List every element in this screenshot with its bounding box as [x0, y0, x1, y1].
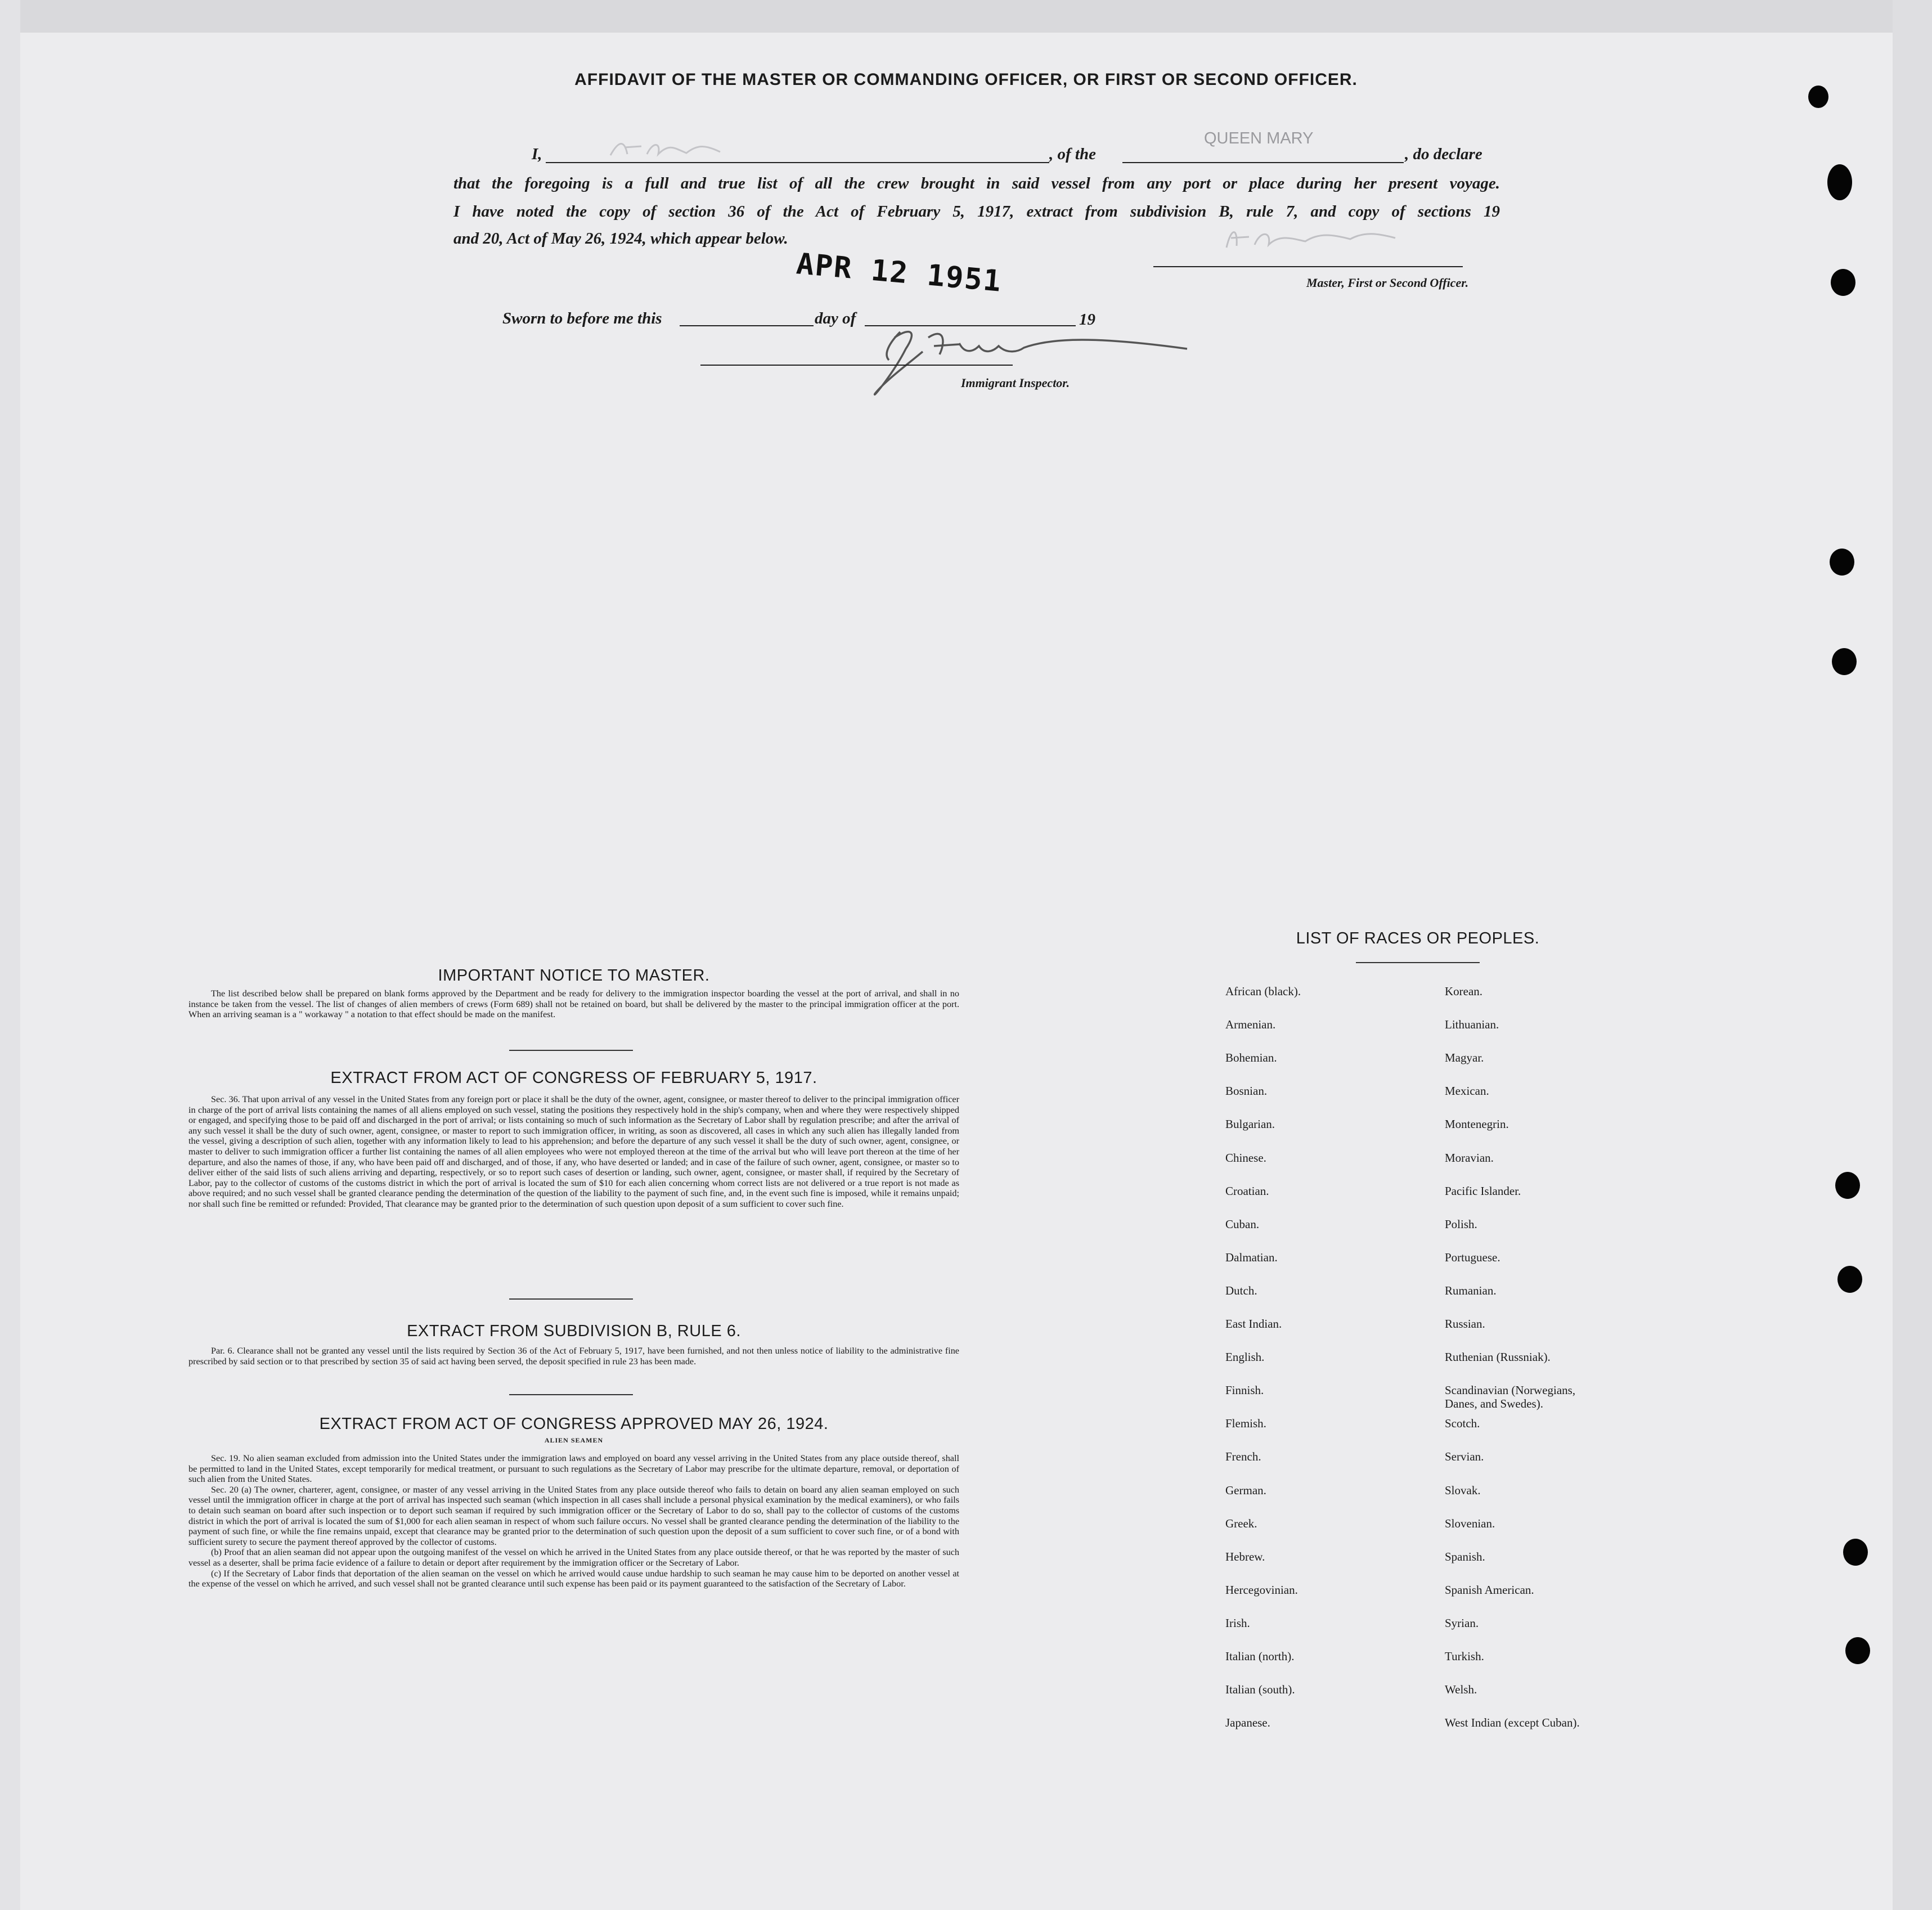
race-item-right: Polish. — [1445, 1217, 1477, 1231]
master-signature-line — [1153, 266, 1463, 267]
race-item-right: Slovak. — [1445, 1483, 1481, 1497]
punch-hole — [1827, 164, 1852, 200]
race-item-right: Montenegrin. — [1445, 1117, 1509, 1131]
race-item-left: Greek. — [1225, 1516, 1257, 1530]
race-item-left: Italian (north). — [1225, 1650, 1295, 1663]
race-item-right: Ruthenian (Russniak). — [1445, 1350, 1551, 1364]
race-item-left: Bohemian. — [1225, 1051, 1277, 1065]
year-prefix: 19 — [1079, 311, 1095, 329]
punch-hole — [1843, 1539, 1868, 1566]
punch-hole — [1835, 1172, 1860, 1199]
page-edge-top — [0, 0, 1932, 33]
divider — [509, 1394, 633, 1395]
race-item-right: Spanish American. — [1445, 1583, 1534, 1597]
notice-body — [188, 988, 959, 1020]
race-item-right: Welsh. — [1445, 1683, 1477, 1697]
divider — [509, 1298, 633, 1300]
affidavit-i-label: I, — [532, 145, 542, 163]
extract-1917-body — [188, 1094, 959, 1210]
race-item-right: Syrian. — [1445, 1616, 1479, 1630]
race-item-left: Japanese. — [1225, 1716, 1270, 1730]
race-item-left: Bosnian. — [1225, 1084, 1268, 1098]
section-20c-text: (c) If the Secretary of Labor finds that deportation of the alien seaman on the vessel on which he arrived would cause undue hardship to such seaman he may cause him to be deported on another vessel at the expense of the vessel on which he arrived, and such vessel shall not be granted clearance until such expense has been paid or its payment guaranteed to the satisfaction of the Secretary of Labor. — [188, 1568, 959, 1589]
race-item-right: Scandinavian (Norwegians, Danes, and Swedes). — [1445, 1383, 1576, 1411]
punch-hole — [1845, 1637, 1870, 1664]
race-item-right: Turkish. — [1445, 1650, 1484, 1663]
extract-rule6-body — [188, 1346, 959, 1367]
race-item-left: French. — [1225, 1450, 1261, 1464]
sworn-label: Sworn to before me this — [502, 309, 662, 327]
section-20b-text: (b) Proof that an alien seaman did not appear upon the outgoing manifest of the vessel on which he arrived in the United States from any place outside thereof, or that he was reported by the master of such vessel as a deserter, shall be prima facie evidence of a failure to detain or deport after requirement by the immigration officer or the Secretary of Labor. — [188, 1547, 959, 1568]
race-item-left: Italian (south). — [1225, 1683, 1295, 1697]
affidavit-line-2: that the foregoing is a full and true list of all the crew brought in said vessel from any port or place during her present voyage. — [453, 174, 1500, 192]
punch-hole — [1831, 269, 1855, 296]
race-item-left: Flemish. — [1225, 1417, 1266, 1431]
sworn-day-line — [680, 325, 814, 326]
divider — [509, 1050, 633, 1051]
race-item-left: Cuban. — [1225, 1217, 1260, 1231]
extract-1924-body — [188, 1453, 959, 1589]
extract-1924-title: EXTRACT FROM ACT OF CONGRESS APPROVED MAY 26, 1924. — [319, 1415, 829, 1433]
race-item-left: Dutch. — [1225, 1283, 1257, 1297]
race-item-right: Servian. — [1445, 1450, 1484, 1464]
punch-hole — [1832, 648, 1857, 675]
par-6-text: Par. 6. Clearance shall not be granted any vessel until the lists required by Section 36 of the Act of February 5, 1917, have been furnished, and not then unless notice of liability to the administrative fine prescribed by said section or to that prescribed by section 35 of said act having been served, the deposit specified in rule 23 has been made. — [188, 1346, 959, 1367]
inspector-signature — [861, 321, 1198, 405]
notice-text: The list described below shall be prepared on blank forms approved by the Department and be ready for delivery to the immigration inspector boarding the vessel at the port of arrival, and shall in no instance be taken from the vessel. The list of changes of alien members of crews (Form 689) shall not be retained on board, but shall be delivered by the master to the principal immigration officer at the port. When an arriving seaman is a " workaway " a notation to that effect should be made on the manifest. — [188, 988, 959, 1020]
race-item-right: Moravian. — [1445, 1151, 1494, 1165]
race-item-right: Russian. — [1445, 1317, 1485, 1331]
race-item-right: Mexican. — [1445, 1084, 1489, 1098]
race-item-left: English. — [1225, 1350, 1265, 1364]
affidavit-title: AFFIDAVIT OF THE MASTER OR COMMANDING OFFICER, OR FIRST OR SECOND OFFICER. — [574, 70, 1358, 89]
page-edge-right — [1893, 0, 1932, 1910]
race-item-right: Scotch. — [1445, 1417, 1480, 1431]
race-item-right: Slovenian. — [1445, 1516, 1495, 1530]
race-item-right: Pacific Islander. — [1445, 1184, 1521, 1198]
race-item-left: Hercegovinian. — [1225, 1583, 1298, 1597]
affidavit-line-4: and 20, Act of May 26, 1924, which appear below. — [453, 230, 788, 248]
master-signature — [1221, 222, 1407, 256]
extract-rule6-title: EXTRACT FROM SUBDIVISION B, RULE 6. — [407, 1322, 741, 1340]
race-item-left: East Indian. — [1225, 1317, 1282, 1331]
master-name-handwriting — [608, 137, 726, 160]
vessel-name: QUEEN MARY — [1204, 129, 1314, 147]
race-item-left: German. — [1225, 1483, 1266, 1497]
section-19-text: Sec. 19. No alien seaman excluded from admission into the United States under the immigration laws and employed on board any vessel arriving in the United States from any place outside thereof, shall be permitted to land in the United States, except temporarily for medical treatment, or pursuant to such regulations as the Secretary of Labor may prescribe for the ultimate departure, removal, or deportation of such alien from the United States. — [188, 1453, 959, 1485]
inspector-signature-line — [700, 365, 1013, 366]
race-item-left: Hebrew. — [1225, 1549, 1265, 1563]
race-item-right: Korean. — [1445, 985, 1483, 998]
date-stamp: APR 12 1951 — [795, 247, 1004, 299]
race-item-right: Lithuanian. — [1445, 1018, 1499, 1032]
race-item-right: Portuguese. — [1445, 1250, 1500, 1264]
affidavit-of-the: , of the — [1049, 145, 1096, 163]
race-item-left: Bulgarian. — [1225, 1117, 1275, 1131]
master-name-line — [546, 162, 1049, 163]
section-36-text: Sec. 36. That upon arrival of any vessel in the United States from any foreign port or place it shall be the duty of the owner, agent, consignee, or master thereof to deliver to the principal immigration officer in charge of the port of arrival lists containing the names of all aliens employed on such vessel, stating the positions they respectively hold in the ship's company, when and where they were respectively shipped or engaged, and specifying those to be paid off and discharged in the port of arrival; or lists containing so much of such information as the Secretary of Labor shall by regulation prescribe; and after the arrival of any such vessel it shall be the duty of such owner, agent, consignee, or master to report to such immigration officer, in writing, as soon as discovered, all cases in which any such alien has illegally landed from the vessel, giving a description of such alien, together with any information likely to lead to his apprehension; and before the departure of any such vessel it shall be the duty of such owner, agent, consignee, or master to deliver to such immigration officer a further list containing the names of all alien employees who were not employed thereon at the time of the arrival but who will leave port thereon at the time of her departure, and also the names of those, if any, who have been paid off and discharged, and of those, if any, who have deserted or landed; and in case of the failure of such owner, agent, consignee, or master so to deliver either of the said lists of such aliens arriving and departing, respectively, or so to report such cases of desertion or landing, such owner, agent, consignee, or master shall, if required by the Secretary of Labor, pay to the collector of customs of the customs district in which the port of arrival is located the sum of $10 for each alien concerning whom correct lists are not delivered or a true report is not made as above required; and no such vessel shall be granted clearance pending the determination of the question of the liability to the payment of such fine, and, in the event such fine is imposed, while it remains unpaid; nor shall such fine be remitted or refunded: Provided, That clearance may be granted prior to the determination of such question upon deposit of a sum sufficient to cover such fine. — [188, 1094, 959, 1209]
alien-seamen-subtitle: ALIEN SEAMEN — [544, 1436, 604, 1444]
affidavit-do-declare: , do declare — [1405, 145, 1482, 163]
race-item-left: Chinese. — [1225, 1151, 1266, 1165]
race-item-left: African (black). — [1225, 985, 1301, 998]
races-title: LIST OF RACES OR PEOPLES. — [1296, 929, 1540, 947]
master-label: Master, First or Second Officer. — [1306, 276, 1469, 290]
race-item-right: Rumanian. — [1445, 1283, 1497, 1297]
race-item-right: Magyar. — [1445, 1051, 1484, 1065]
race-item-right: Spanish. — [1445, 1549, 1485, 1563]
race-item-left: Dalmatian. — [1225, 1250, 1278, 1264]
race-item-left: Irish. — [1225, 1616, 1250, 1630]
section-20a-text: Sec. 20 (a) The owner, charterer, agent, consignee, or master of any vessel arriving in the United States from any place outside thereof who fails to detain on board any alien seaman employed on such vessel until the immigration officer in charge at the port of arrival has inspected such seaman (which inspection in all cases shall include a personal physical examination by the medical examiners), or who fails to detain such seaman on board after such inspection or to deport such seaman if required by such immigration officer or the Secretary of Labor to do so, shall pay to the collector of customs of the customs district in which the port of arrival is located the sum of $1,000 for each alien seaman in respect of whom such failure occurs. No vessel shall be granted clearance pending the determination of the liability to the payment of such fine, or while the fine remains unpaid, except that clearance may be granted prior to the determination of such question upon the deposit of a sum sufficient to cover such fine, or of a bond with sufficient surety to secure the payment thereof approved by the collector of customs. — [188, 1484, 959, 1547]
vessel-name-line — [1122, 162, 1404, 163]
inspector-label: Immigrant Inspector. — [961, 376, 1070, 390]
punch-hole — [1830, 549, 1854, 576]
day-of-label: day of — [815, 309, 856, 327]
page-edge-left — [0, 0, 20, 1910]
race-item-left: Armenian. — [1225, 1018, 1276, 1032]
race-item-left: Croatian. — [1225, 1184, 1269, 1198]
punch-hole — [1837, 1266, 1862, 1293]
extract-1917-title: EXTRACT FROM ACT OF CONGRESS OF FEBRUARY 5, 1917. — [330, 1069, 817, 1087]
race-item-left: Finnish. — [1225, 1383, 1264, 1397]
race-item-right: West Indian (except Cuban). — [1445, 1716, 1580, 1730]
notice-title: IMPORTANT NOTICE TO MASTER. — [438, 967, 710, 985]
affidavit-line-3: I have noted the copy of section 36 of the Act of February 5, 1917, extract from subdivision B, rule 7, and copy of sections 19 — [453, 203, 1500, 221]
divider — [1356, 962, 1480, 963]
